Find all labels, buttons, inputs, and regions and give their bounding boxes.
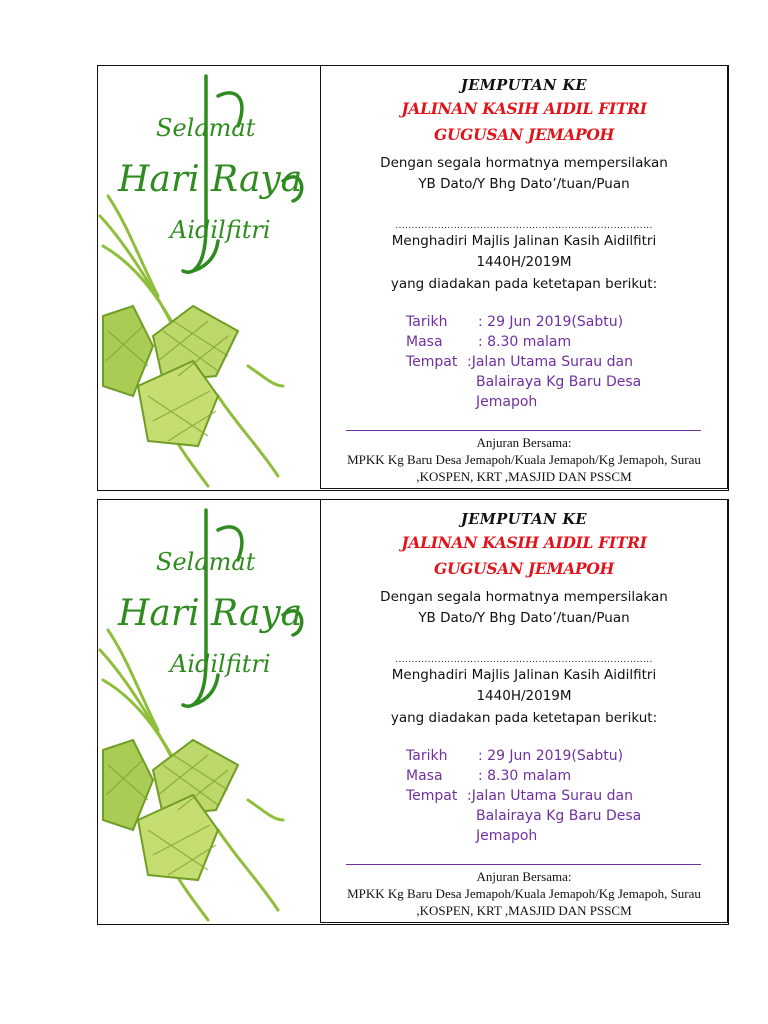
organizer-line-1: MPKK Kg Baru Desa Jemapoh/Kuala Jemapoh/Kg Jemapoh, Surau [347, 886, 701, 901]
calligraphy [117, 114, 302, 244]
addressee: YB Dato/Y Bhg Dato’/tuan/Puan [418, 176, 630, 192]
venue-label: Tempat [406, 354, 458, 370]
name-blank: ............................................................................... [395, 655, 653, 665]
invitation-text-panel [320, 499, 728, 923]
venue-value-1: :Jalan Utama Surau dan [467, 788, 633, 804]
venue-value-3: Jemapoh [476, 394, 538, 410]
details-intro: yang diadakan pada ketetapan berikut: [390, 276, 658, 292]
art-word-hari-raya: Hari Raya [118, 593, 303, 634]
attend-line: Menghadiri Majlis Jalinan Kasih Aidilfitri [391, 233, 657, 249]
ketupat-icon [103, 306, 238, 446]
divider [346, 430, 701, 431]
year-line: 1440H/2019M [476, 688, 572, 704]
heading: JEMPUTAN KE [460, 77, 588, 94]
invitation-card-2 [97, 499, 729, 925]
organizer-line-2: ,KOSPEN, KRT ,MASJID DAN PSSCM [416, 469, 632, 484]
organizer-label: Anjuran Bersama: [476, 435, 572, 450]
venue-value-3: Jemapoh [476, 828, 538, 844]
organizer-label: Anjuran Bersama: [476, 869, 572, 884]
invitation-card-1 [97, 65, 729, 491]
time-label: Masa [406, 334, 443, 350]
time-label: Masa [406, 768, 443, 784]
date-label: Tarikh [406, 748, 448, 764]
invitation-text-panel [320, 65, 728, 489]
date-value: : 29 Jun 2019(Sabtu) [478, 314, 624, 330]
art-word-aidilfitri: Aidilfitri [170, 216, 271, 244]
divider [346, 864, 701, 865]
greeting: Dengan segala hormatnya mempersilakan [380, 589, 668, 605]
hari-raya-artwork [98, 66, 322, 490]
time-value: : 8.30 malam [478, 768, 572, 784]
details-intro: yang diadakan pada ketetapan berikut: [390, 710, 658, 726]
group-name: GUGUSAN JEMAPOH [434, 125, 614, 144]
attend-line: Menghadiri Majlis Jalinan Kasih Aidilfitri [391, 667, 657, 683]
art-word-hari-raya: Hari Raya [118, 159, 303, 200]
venue-value-2: Balairaya Kg Baru Desa [476, 808, 642, 824]
venue-value-1: :Jalan Utama Surau dan [467, 354, 633, 370]
name-blank: ............................................................................... [395, 221, 653, 231]
addressee: YB Dato/Y Bhg Dato’/tuan/Puan [418, 610, 630, 626]
event-title: JALINAN KASIH AIDIL FITRI [401, 99, 647, 118]
ketupat-icon [103, 740, 238, 880]
organizer-line-2: ,KOSPEN, KRT ,MASJID DAN PSSCM [416, 903, 632, 918]
venue-label: Tempat [406, 788, 458, 804]
art-word-aidilfitri: Aidilfitri [170, 650, 271, 678]
year-line: 1440H/2019M [476, 254, 572, 270]
group-name: GUGUSAN JEMAPOH [434, 559, 614, 578]
art-word-selamat: Selamat [156, 114, 256, 142]
organizer-line-1: MPKK Kg Baru Desa Jemapoh/Kuala Jemapoh/Kg Jemapoh, Surau [347, 452, 701, 467]
event-title: JALINAN KASIH AIDIL FITRI [401, 533, 647, 552]
art-word-selamat: Selamat [156, 548, 256, 576]
heading: JEMPUTAN KE [460, 511, 588, 528]
venue-value-2: Balairaya Kg Baru Desa [476, 374, 642, 390]
greeting: Dengan segala hormatnya mempersilakan [380, 155, 668, 171]
hari-raya-artwork [98, 500, 322, 924]
date-value: : 29 Jun 2019(Sabtu) [478, 748, 624, 764]
date-label: Tarikh [406, 314, 448, 330]
time-value: : 8.30 malam [478, 334, 572, 350]
calligraphy [117, 548, 302, 678]
